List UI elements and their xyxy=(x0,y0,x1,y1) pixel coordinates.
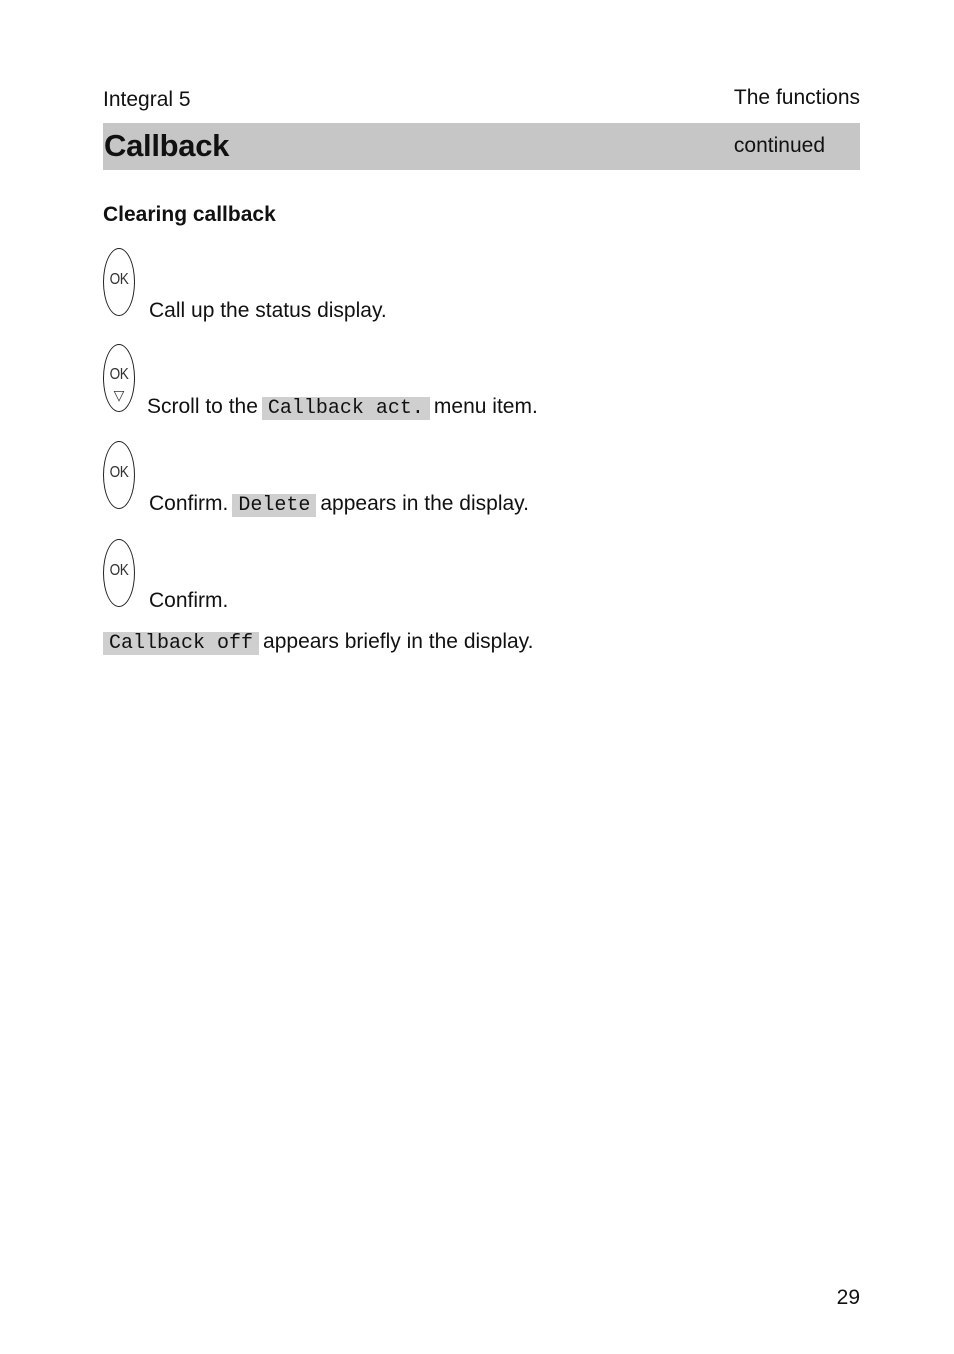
step-3-text-after: appears in the display. xyxy=(320,492,529,515)
down-triangle-icon: ▽ xyxy=(113,387,125,403)
step-2-text xyxy=(147,395,538,420)
step-2-text-after: menu item. xyxy=(433,395,538,418)
page-number: 29 xyxy=(836,1286,860,1309)
header-section: The functions xyxy=(733,86,860,109)
continued-label: continued xyxy=(733,134,825,157)
ok-key-icon xyxy=(103,539,135,607)
header-product: Integral 5 xyxy=(103,88,191,111)
page-title: Callback xyxy=(104,128,230,163)
ok-key-label: OK xyxy=(109,271,129,288)
ok-scroll-key-icon xyxy=(103,344,135,412)
display-text-callback-act: Callback act. xyxy=(262,397,430,420)
step-4-text: Confirm. xyxy=(149,589,229,612)
step-3-text xyxy=(149,492,529,517)
result-text-after: appears briefly in the display. xyxy=(263,630,534,653)
display-text-callback-off: Callback off xyxy=(103,632,259,655)
ok-key-label: OK xyxy=(109,562,129,579)
ok-key-icon xyxy=(103,441,135,509)
display-text-delete: Delete xyxy=(232,494,316,517)
step-3-text-before: Confirm. xyxy=(149,492,229,515)
section-heading: Clearing callback xyxy=(103,203,276,226)
ok-key-label: OK xyxy=(109,464,129,481)
step-1-text: Call up the status display. xyxy=(149,299,387,322)
title-bar xyxy=(103,123,860,170)
ok-key-label: OK xyxy=(109,366,129,383)
ok-key-icon xyxy=(103,248,135,316)
step-2-text-before: Scroll to the xyxy=(147,395,258,418)
result-text xyxy=(103,630,533,655)
